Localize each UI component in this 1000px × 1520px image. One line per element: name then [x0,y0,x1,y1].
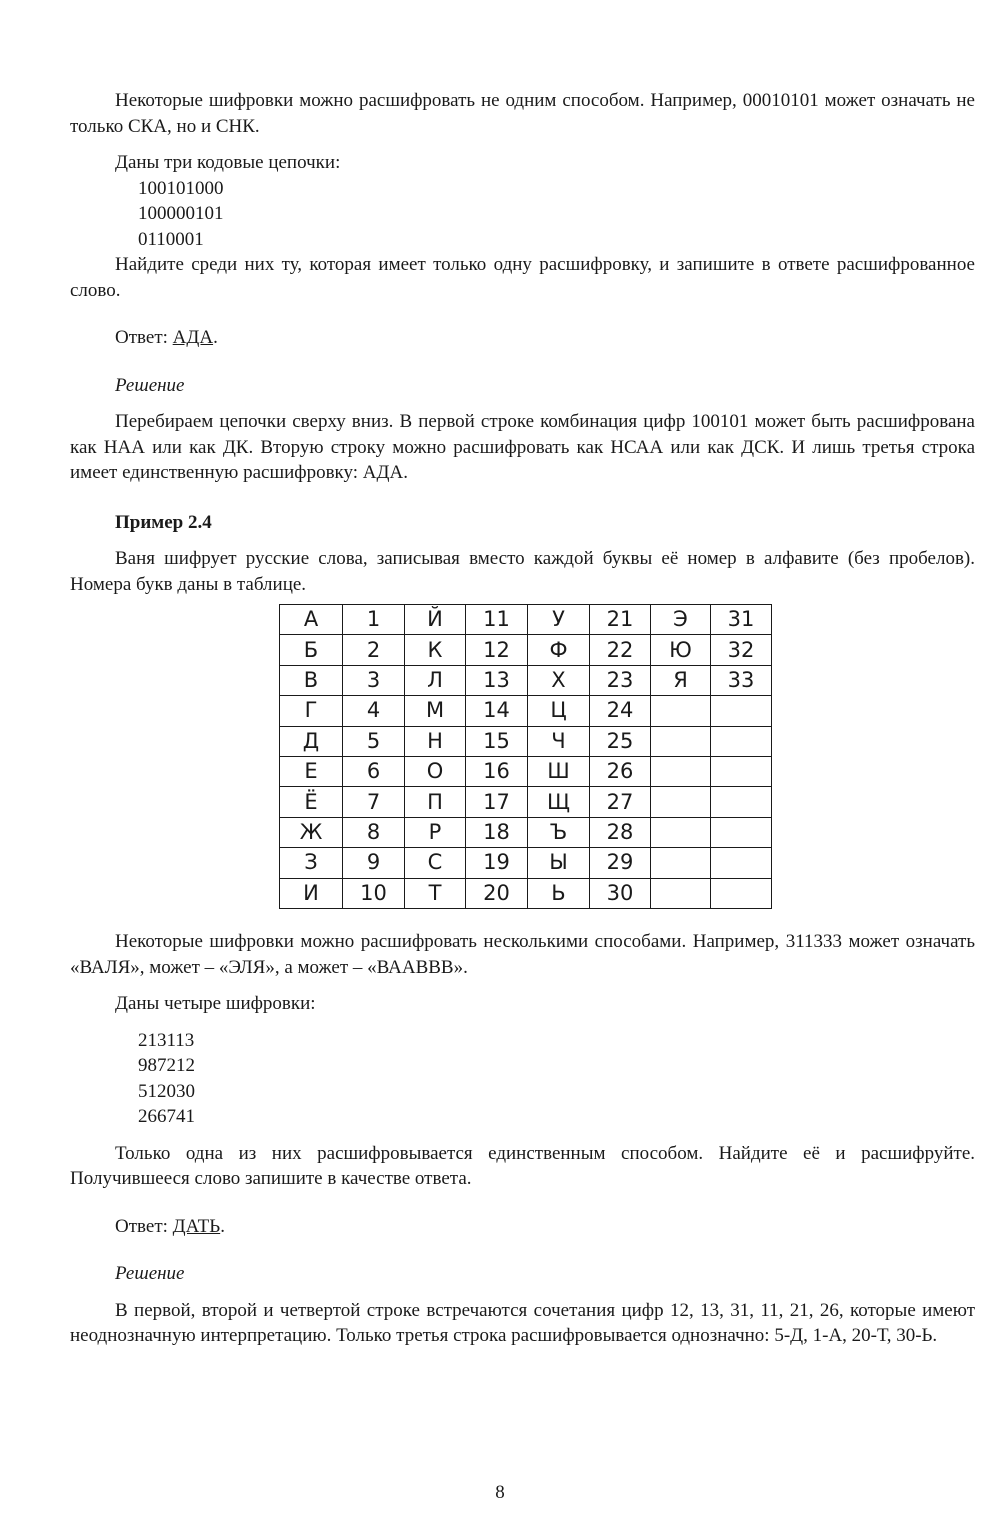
table-cell-letter [651,878,711,908]
table-cell-letter [651,787,711,817]
code-1: 213113 [138,1029,195,1051]
table-cell-number: 33 [711,665,772,695]
table-cell-number [711,726,772,756]
code-3: 512030 [138,1080,195,1102]
table-cell-letter: Ю [651,635,711,665]
table-cell-number: 9 [343,848,405,878]
table-cell-number: 7 [343,787,405,817]
table-cell-letter: С [405,848,466,878]
table-cell-number: 8 [343,817,405,847]
table-row [280,787,772,817]
table-cell-letter: Ж [280,817,343,847]
chains-label: Даны три кодовые цепочки: [115,152,341,173]
alphabet-number-table [279,604,772,909]
table-cell-letter [651,726,711,756]
table-cell-letter: Л [405,665,466,695]
table-cell-letter: Э [651,605,711,635]
example-intro: Ваня шифрует русские слова, записывая вместо каждой буквы её номер в алфавите (без пробелов). Номера букв даны в таблице. [70,548,975,595]
example-paragraph: Некоторые шифровки можно расшифровать несколькими способами. Например, 311333 может означать «ВАЛЯ», может – «ЭЛЯ», а может – «ВААВВВ». [70,931,975,978]
table-cell-letter: Ы [528,848,590,878]
example-answer-line [70,1214,975,1240]
table-cell-letter: Ь [528,878,590,908]
example-task: Только одна из них расшифровывается единственным способом. Найдите её и расшифруйте. Получившееся слово запишите в качестве ответа. [70,1142,975,1189]
table-cell-letter: Ц [528,696,590,726]
table-cell-number: 4 [343,696,405,726]
table-cell-letter [651,817,711,847]
table-cell-number: 11 [466,605,528,635]
table-cell-letter: Р [405,817,466,847]
answer-label: Ответ: [115,327,173,348]
table-cell-number: 29 [590,848,651,878]
table-cell-number: 28 [590,817,651,847]
table-cell-number: 14 [466,696,528,726]
table-cell-number: 10 [343,878,405,908]
table-cell-number: 32 [711,635,772,665]
table-cell-number: 23 [590,665,651,695]
table-cell-letter: Н [405,726,466,756]
table-cell-letter [651,696,711,726]
table-cell-number: 18 [466,817,528,847]
table-row [280,605,772,635]
table-cell-number [711,787,772,817]
code-chain-3: 0110001 [138,228,204,250]
table-cell-number [711,756,772,786]
table-row [280,878,772,908]
table-cell-number: 24 [590,696,651,726]
table-cell-number: 3 [343,665,405,695]
table-cell-letter: Й [405,605,466,635]
table-cell-number: 15 [466,726,528,756]
code-chain-2: 100000101 [138,203,224,224]
intro-paragraph: Некоторые шифровки можно расшифровать не одним способом. Например, 00010101 может означать не только СКА, но и СНК. [70,90,975,137]
table-cell-number [711,848,772,878]
example-solution-heading: Решение [115,1263,185,1284]
table-cell-letter [651,756,711,786]
page-number: 8 [495,1482,505,1503]
table-cell-letter [651,848,711,878]
table-row [280,817,772,847]
table-row [280,665,772,695]
table-cell-number: 25 [590,726,651,756]
code-4: 266741 [138,1106,195,1127]
solution-heading: Решение [115,374,185,396]
table-cell-number: 19 [466,848,528,878]
table-cell-number: 5 [343,726,405,756]
example-answer-end: . [220,1215,225,1237]
table-row [280,726,772,756]
table-cell-number: 31 [711,605,772,635]
table-cell-letter: Ъ [528,817,590,847]
table-cell-number: 20 [466,878,528,908]
example-answer-value: ДАТЬ [172,1215,221,1237]
code-2: 987212 [138,1055,195,1076]
table-cell-number: 13 [466,665,528,695]
answer-line [70,325,975,351]
table-cell-letter: Г [280,696,343,726]
table-cell-number: 6 [343,756,405,786]
table-cell-number: 30 [590,878,651,908]
table-cell-number: 22 [590,635,651,665]
table-cell-number: 16 [466,756,528,786]
table-cell-number: 12 [466,635,528,665]
table-cell-letter: Ф [528,635,590,665]
example-answer-label: Ответ: [115,1215,173,1237]
table-cell-letter: З [280,848,343,878]
table-cell-letter: О [405,756,466,786]
solution-paragraph: Перебираем цепочки сверху вниз. В первой строке комбинация цифр 100101 может быть расшифрована как НАА или как ДК. Вторую строку можно расшифровать как НСАА или как ДСК. И лишь третья строка имеет единственную расшифровку: АДА. [70,411,975,483]
table-cell-letter: Х [528,665,590,695]
table-cell-number [711,878,772,908]
table-cell-number: 1 [343,605,405,635]
table-row [280,756,772,786]
table-cell-letter: П [405,787,466,817]
answer-end: . [213,327,218,348]
table-cell-letter: А [280,605,343,635]
task-paragraph: Найдите среди них ту, которая имеет только одну расшифровку, и запишите в ответе расшифрованное слово. [70,254,975,301]
table-cell-letter: Ё [280,787,343,817]
table-cell-letter: В [280,665,343,695]
table-cell-number: 2 [343,635,405,665]
table-row [280,635,772,665]
answer-value: АДА [172,327,214,348]
table-cell-letter: Е [280,756,343,786]
table-cell-letter: Ш [528,756,590,786]
table-cell-letter: Щ [528,787,590,817]
table-cell-letter: И [280,878,343,908]
table-cell-number: 17 [466,787,528,817]
code-chain-1: 100101000 [138,177,224,199]
table-cell-letter: М [405,696,466,726]
table-cell-number: 26 [590,756,651,786]
table-cell-letter: К [405,635,466,665]
table-cell-letter: Б [280,635,343,665]
example-title: Пример 2.4 [115,511,212,533]
table-cell-letter: У [528,605,590,635]
table-cell-number: 21 [590,605,651,635]
table-row [280,848,772,878]
table-cell-number [711,817,772,847]
table-cell-letter: Я [651,665,711,695]
table-cell-letter: Ч [528,726,590,756]
table-cell-letter: Т [405,878,466,908]
table-cell-number: 27 [590,787,651,817]
table-cell-number [711,696,772,726]
codes-label: Даны четыре шифровки: [115,993,316,1014]
table-row [280,696,772,726]
example-solution-paragraph: В первой, второй и четвертой строке встречаются сочетания цифр 12, 13, 31, 11, 21, 26, которые имеют неоднозначную интерпретацию. Только третья строка расшифровывается однозначно: 5-Д, 1-А, 20-Т, 30-Ь. [70,1299,975,1346]
table-cell-letter: Д [280,726,343,756]
